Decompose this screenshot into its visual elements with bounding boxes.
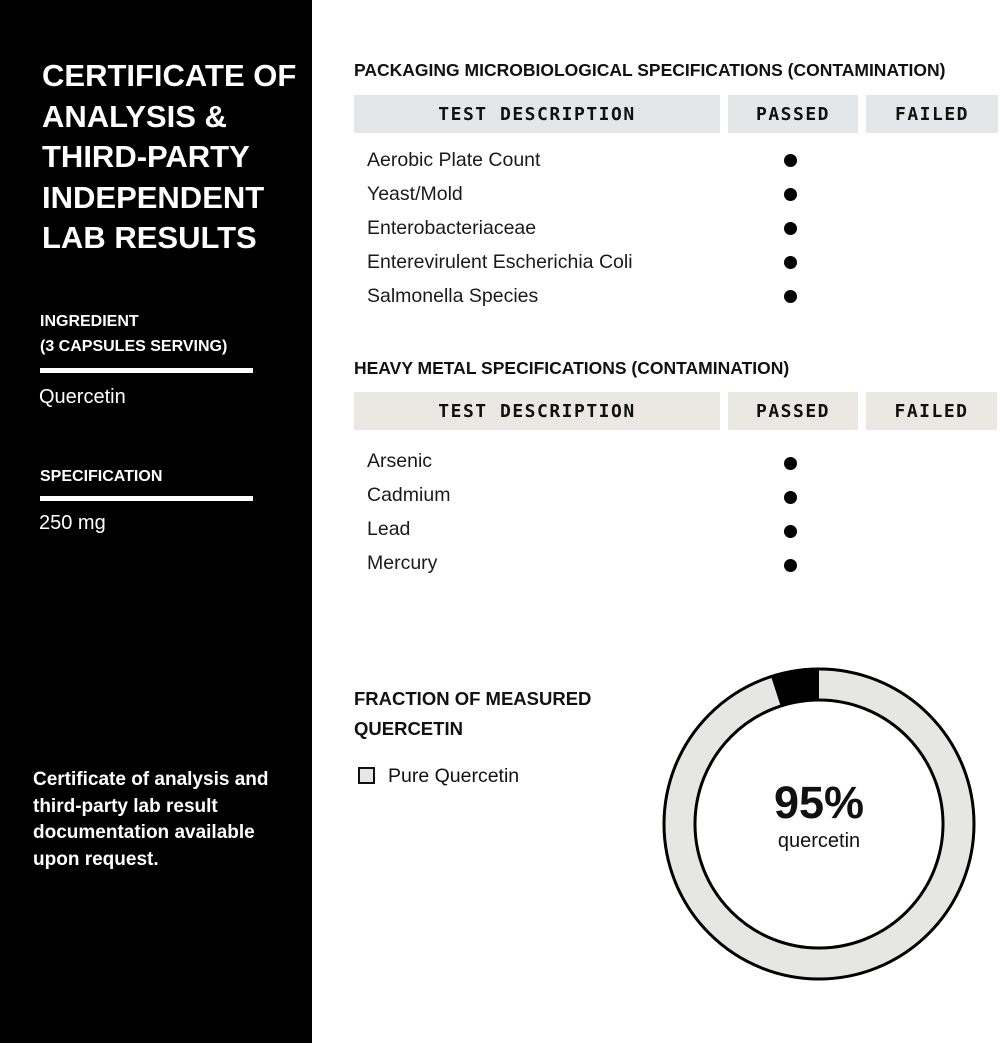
passed-indicator-dot — [784, 256, 797, 269]
micro-header-passed: PASSED — [728, 95, 858, 133]
micro-header-test-description: TEST DESCRIPTION — [354, 95, 720, 133]
ingredient-label-line1: INGREDIENT — [40, 313, 139, 330]
passed-indicator-dot — [784, 559, 797, 572]
passed-indicator-dot — [784, 491, 797, 504]
page-title: CERTIFICATE OF ANALYSIS & THIRD-PARTY INDEPENDENT LAB RESULTS — [42, 58, 297, 255]
donut-caption: quercetin — [777, 830, 861, 852]
availability-note: Certificate of analysis and third-party lab result documentation available upon request. — [33, 769, 269, 870]
ingredient-label-line2: (3 CAPSULES SERVING) — [40, 338, 228, 355]
test-row-label: Mercury — [367, 552, 438, 574]
passed-indicator-dot — [784, 290, 797, 303]
microbiological-heading: PACKAGING MICROBIOLOGICAL SPECIFICATIONS (CONTAMINATION) — [354, 60, 946, 80]
test-row-label: Enterevirulent Escherichia Coli — [367, 251, 633, 273]
metal-header-failed: FAILED — [866, 392, 997, 430]
specification-divider — [40, 496, 253, 501]
donut-percent-value: 95% — [773, 777, 865, 828]
passed-indicator-dot — [784, 188, 797, 201]
test-row-label: Salmonella Species — [367, 285, 539, 307]
ingredient-value: Quercetin — [39, 386, 126, 408]
fraction-heading: FRACTION OF MEASURED QUERCETIN — [354, 688, 592, 739]
test-row-label: Cadmium — [367, 484, 451, 506]
sidebar — [0, 0, 312, 1043]
specification-label: SPECIFICATION — [40, 468, 163, 485]
test-row-label: Yeast/Mold — [367, 183, 463, 205]
metal-header-test-description: TEST DESCRIPTION — [354, 392, 720, 430]
test-row-label: Aerobic Plate Count — [367, 149, 541, 171]
legend-swatch-pure-quercetin — [358, 767, 375, 784]
test-row-label: Enterobacteriaceae — [367, 217, 537, 239]
ingredient-divider — [40, 368, 253, 373]
specification-value: 250 mg — [39, 512, 106, 534]
test-row-label: Arsenic — [367, 450, 433, 472]
passed-indicator-dot — [784, 525, 797, 538]
metal-header-passed: PASSED — [728, 392, 858, 430]
ingredient-label — [40, 309, 227, 359]
heavy-metal-heading: HEAVY METAL SPECIFICATIONS (CONTAMINATION) — [354, 358, 790, 378]
passed-indicator-dot — [784, 154, 797, 167]
micro-header-failed: FAILED — [866, 95, 998, 133]
test-row-label: Lead — [367, 518, 411, 540]
legend-label-pure-quercetin: Pure Quercetin — [388, 765, 520, 787]
passed-indicator-dot — [784, 222, 797, 235]
passed-indicator-dot — [784, 457, 797, 470]
